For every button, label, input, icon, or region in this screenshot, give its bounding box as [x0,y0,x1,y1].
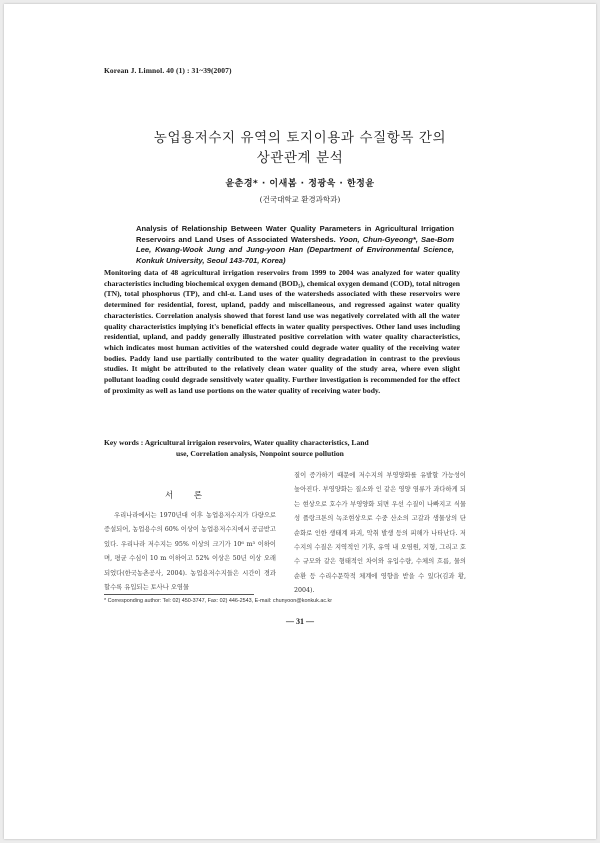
keywords-label: Key words : [104,438,144,447]
section-heading-introduction: 서 론 [164,491,212,501]
keywords-line-2: use, Correlation analysis, Nonpoint source pollution [176,448,344,458]
body-column-right: 질이 증가하기 때문에 저수지의 부영양화를 유발할 가능성이 높아진다. 부영양화는 질소와 인 같은 영양 염류가 과다하게 되는 현상으로 호수가 부영양화 되면 우선 수질이 나빠지고 식물성 플랑크톤의 녹조현상으로 수중 산소의 고갈과 생물상의 단순화로 인한 생태계 파괴, 악취 발생 등의 피해가 나타난다. 저수지의 수질은 지역적인 기후, 유역 내 오염원, 지형, 그리고 호수 규모와 같은 형태적인 차이와 유입수량, 수체의 흐름, 물의 순환 등 수리수문학적 체계에 영향을 받을 수 있다(김과 황, 2004). [294,472,466,595]
body-left-text: 우리나라에서는 1970년대 이후 농업용저수지가 다량으로 증설되어, 농업용수의 60% 이상이 농업용저수지에서 공급받고 있다. 우리나라 저수지는 95% 이상의 크기가 10⁶ m³ 이하이며, 평균 수심이 10 m 이하이고 52% 이상은 50년 이상 오래되었다(한국농촌공사, 2004). 농업용저수지들은 시간이 경과할수록 유입되는 토사나 오염물 [104,512,276,592]
english-title: Analysis of Relationship Between Water Quality Parameters in Agricultural Irrigation Reservoirs and Land Uses of Associated Watersheds. [136,224,454,244]
corresponding-author-footnote: * Corresponding author: Tel: 02) 450-3747, Fax: 02) 446-2543, E-mail: chunyoon@konkuk.ac.kr [104,598,333,604]
paper-title-line-1: 농업용저수지 유역의 토지이용과 수질항목 간의 [153,130,447,146]
abstract: Monitoring data of 48 agricultural irrigation reservoirs from 1999 to 2004 was analyzed for water quality characteristics including biochemical oxygen demand (BOD₅), chemical oxygen demand (COD), total nitrogen (TN), total phosphorus (TP), and chl-α. Land uses of the watersheds associated with these reservoirs were determined for residential, forest, upland, paddy and miscellaneous, and regressed against water quality characteristics. Correlation analysis showed that forest land use was negatively correlated with all the water quality characteristics implying it's beneficial effects in water quality perspectives. Other land uses including residential, upland, and paddy generally illustrated positive correlation with water quality characteristics, which indicates most human activities of the watershed could degrade water quality of the receiving water bodies. Paddy land use partially contributed to the water quality degradation in contrast to the previous studies. It might be attributed to the relatively clean water quality of the study area, where even slight pollutant loading could degrade sensitively water quality. Further investigation is recommended for the effect of proximity as well as land use portions on the water quality of receiving water body. [104,268,460,395]
paper-title-line-2: 상관관계 분석 [256,150,344,166]
page-number: — 31 — [286,617,314,626]
journal-citation: Korean J. Limnol. 40 (1) : 31~39(2007) [104,66,232,75]
footnote-divider [104,594,254,595]
keywords-line-1: Agricultural irrigaion reservoirs, Water quality characteristics, Land [144,438,369,447]
affiliation: (건국대학교 환경과학과) [259,195,341,204]
english-authors-affiliation: Yoon, Chun-Gyeong*, Sae-Bom Lee, Kwang-Wook Jung and Jung-yoon Han (Department of Environmental Science, Konkuk University, Seoul 143-701, Korea) [136,234,454,265]
author-list: 윤춘경* · 이새봄 · 정광욱 · 한정윤 [225,179,375,189]
english-title-block [136,224,454,266]
body-column-left [104,509,276,595]
keywords-block [104,438,460,459]
